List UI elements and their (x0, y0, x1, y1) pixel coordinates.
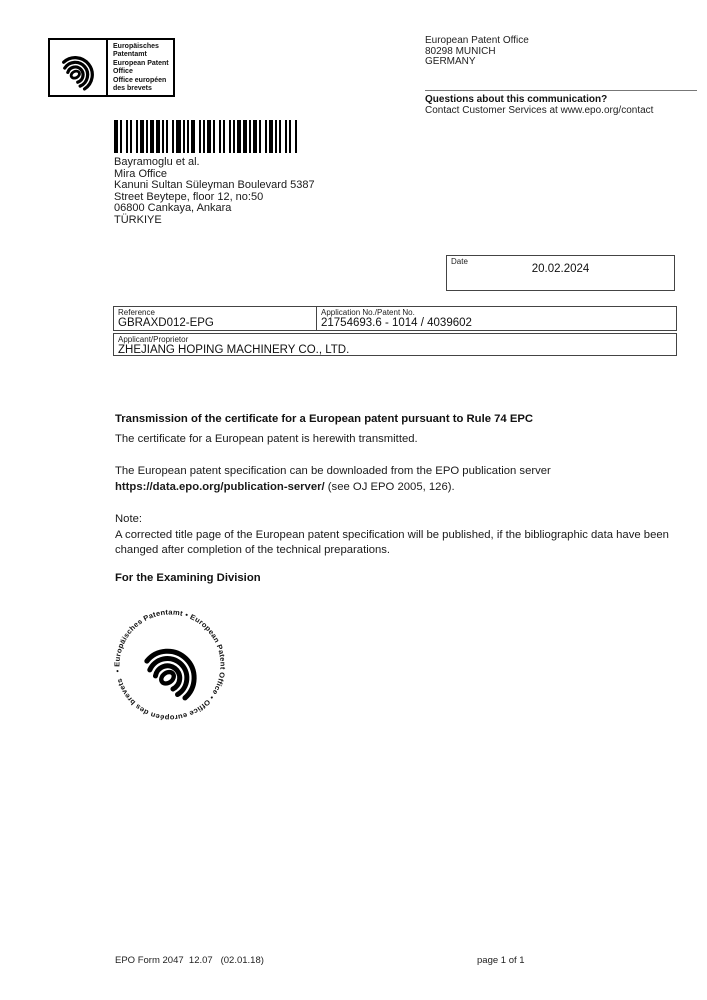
recipient-line: Street Beytepe, floor 12, no:50 (114, 190, 264, 203)
recipient-line: Kanuni Sultan Süleyman Boulevard 5387 (114, 179, 315, 192)
download-url-line (115, 479, 551, 495)
logo-label-en: European Patent Office (113, 60, 169, 75)
reference-table (113, 306, 677, 356)
letter-subject: Transmission of the certificate for a European patent pursuant to Rule 74 EPC (115, 413, 534, 425)
office-address-line: European Patent Office (425, 35, 529, 46)
logo-label-fr: Office européen des brevets (113, 77, 167, 92)
logo-label-de: Europäisches Patentamt (113, 43, 159, 58)
download-info-line: The European patent specification can be downloaded from the EPO publication server (115, 465, 551, 477)
stamp-ring-text: • Europäisches Patentamt • European Patent Office • Office européen des brevets (113, 608, 227, 722)
barcode (114, 120, 300, 153)
letter-paragraph: The certificate for a European patent is herewith transmitted. (115, 433, 418, 445)
reference-table-row (113, 306, 677, 331)
date-value: 20.02.2024 (531, 263, 590, 275)
epo-logo-box (48, 38, 175, 97)
application-value: 21754693.6 - 1014 / 4039602 (321, 317, 472, 329)
date-box (446, 255, 675, 291)
reference-value: GBRAXD012-EPG (118, 317, 214, 329)
questions-block (425, 90, 697, 116)
office-address-line: GERMANY (425, 56, 476, 67)
stamp-seal-icon (93, 588, 247, 742)
applicant-cell (113, 333, 677, 356)
publication-server-url: https://data.epo.org/publication-server/ (115, 481, 325, 493)
recipient-line: 06800 Cankaya, Ankara (114, 202, 232, 215)
recipient-line: Bayramoglu et al. (114, 156, 200, 168)
office-address (425, 36, 529, 68)
recipient-line: TÜRKIYE (114, 213, 162, 226)
application-cell (317, 307, 676, 330)
office-address-line: 80298 MUNICH (425, 45, 496, 57)
questions-contact: Contact Customer Services at www.epo.org/contact (425, 105, 654, 116)
note-text: A corrected title page of the European patent specification will be published, if the bibliographic data have been changed after completion of the technical preparations. (115, 528, 669, 556)
recipient-line: Mira Office (114, 167, 167, 180)
note-label: Note: (115, 513, 143, 525)
reference-cell (114, 307, 317, 330)
note-block (115, 512, 690, 559)
application-label: Application No./Patent No. (321, 308, 415, 317)
examining-division-stamp (93, 588, 247, 742)
applicant-value: ZHEJIANG HOPING MACHINERY CO., LTD. (118, 344, 350, 356)
reference-label: Reference (118, 308, 155, 317)
url-reference-note: (see OJ EPO 2005, 126). (324, 481, 455, 493)
questions-heading: Questions about this communication? (425, 94, 608, 105)
epo-logo-labels (108, 40, 173, 95)
epo-spiral-logo (50, 40, 108, 95)
footer-form-id: EPO Form 2047 12.07 (02.01.18) (115, 955, 264, 966)
signoff: For the Examining Division (115, 572, 261, 584)
epo-spiral-icon (55, 45, 101, 91)
footer-page-info: page 1 of 1 (477, 955, 525, 966)
date-label: Date (451, 257, 468, 266)
applicant-label: Applicant/Proprietor (118, 335, 189, 344)
recipient-address (114, 157, 315, 227)
letter-paragraph (115, 463, 551, 495)
